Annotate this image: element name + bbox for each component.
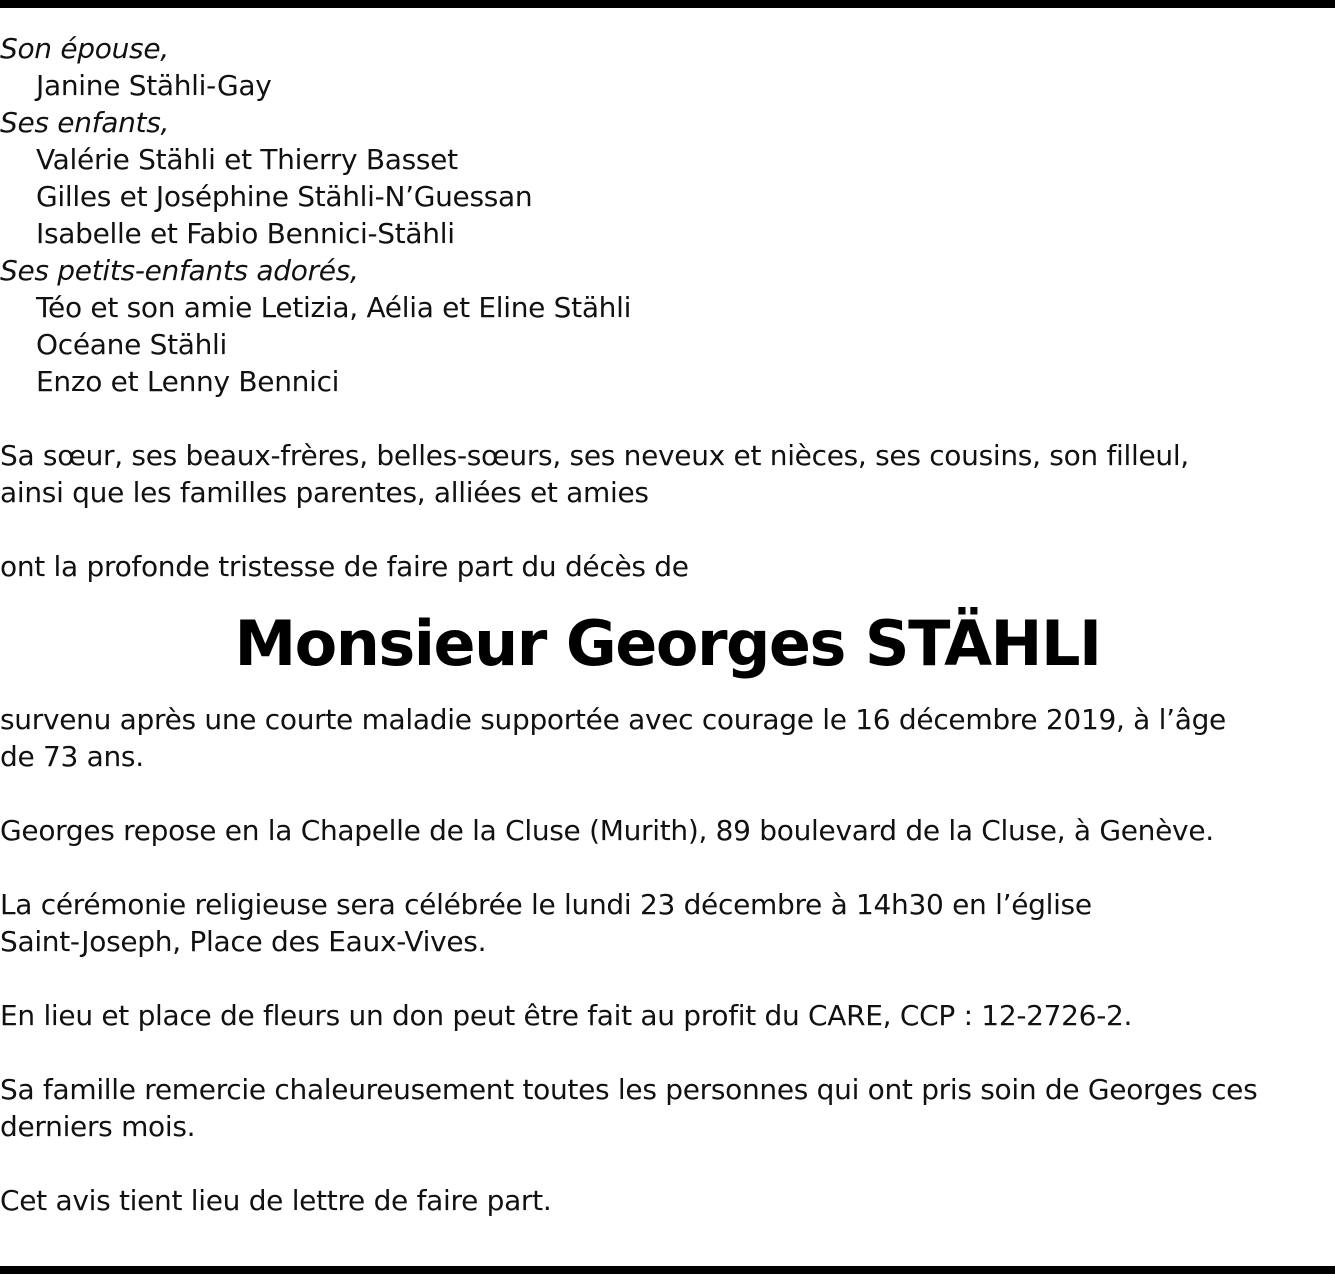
- spacer: [0, 775, 1335, 812]
- text-line: Sa famille remercie chaleureusement toutes les personnes qui ont pris soin de Georges ces: [0, 1073, 1258, 1106]
- repose-text: Georges repose en la Chapelle de la Cluse (Murith), 89 boulevard de la Cluse, à Genève.: [0, 814, 1214, 847]
- text-line: survenu après une courte maladie supportée avec courage le 16 décembre 2019, à l’âge: [0, 703, 1226, 736]
- announcement-text: ont la profonde tristesse de faire part du décès de: [0, 550, 689, 583]
- closing-text: Cet avis tient lieu de lettre de faire part.: [0, 1184, 552, 1217]
- family-group-children: [0, 104, 1335, 252]
- thanks-paragraph: [0, 1071, 1335, 1145]
- spacer: [0, 1145, 1335, 1182]
- text-line: de 73 ans.: [0, 740, 144, 773]
- spacer: [0, 511, 1335, 548]
- spacer: [0, 400, 1335, 437]
- family-label: Ses petits-enfants adorés,: [0, 254, 359, 287]
- family-member: Isabelle et Fabio Bennici-Stähli: [36, 217, 455, 250]
- family-label: Ses enfants,: [0, 106, 170, 139]
- text-line: La cérémonie religieuse sera célébrée le lundi 23 décembre à 14h30 en l’église: [0, 888, 1092, 921]
- family-member: Océane Stähli: [36, 328, 228, 361]
- text-line: Saint-Joseph, Place des Eaux-Vives.: [0, 925, 487, 958]
- obituary-notice: [0, 30, 1335, 1219]
- ceremony-paragraph: [0, 886, 1335, 960]
- spacer: [0, 1034, 1335, 1071]
- relatives-paragraph: [0, 437, 1335, 511]
- family-label: Son épouse,: [0, 32, 169, 65]
- top-rule: [0, 0, 1335, 8]
- family-group-spouse: [0, 30, 1335, 104]
- text-line: derniers mois.: [0, 1110, 196, 1143]
- spacer: [0, 960, 1335, 997]
- family-member: Janine Stähli-Gay: [36, 69, 272, 102]
- family-member: Gilles et Joséphine Stähli-N’Guessan: [36, 180, 533, 213]
- donation-text: En lieu et place de fleurs un don peut être fait au profit du CARE, CCP : 12-2726-2.: [0, 999, 1133, 1032]
- spacer: [0, 849, 1335, 886]
- family-member: Téo et son amie Letizia, Aélia et Eline Stähli: [36, 291, 632, 324]
- family-member: Enzo et Lenny Bennici: [36, 365, 340, 398]
- death-details-paragraph: [0, 701, 1335, 775]
- text-line: Sa sœur, ses beaux-frères, belles-sœurs, ses neveux et nièces, ses cousins, son filleul,: [0, 439, 1189, 472]
- family-group-grandchildren: [0, 252, 1335, 400]
- text-line: ainsi que les familles parentes, alliées et amies: [0, 476, 649, 509]
- family-member: Valérie Stähli et Thierry Basset: [36, 143, 458, 176]
- bottom-rule: [0, 1266, 1335, 1274]
- deceased-name: Monsieur Georges STÄHLI: [234, 607, 1101, 680]
